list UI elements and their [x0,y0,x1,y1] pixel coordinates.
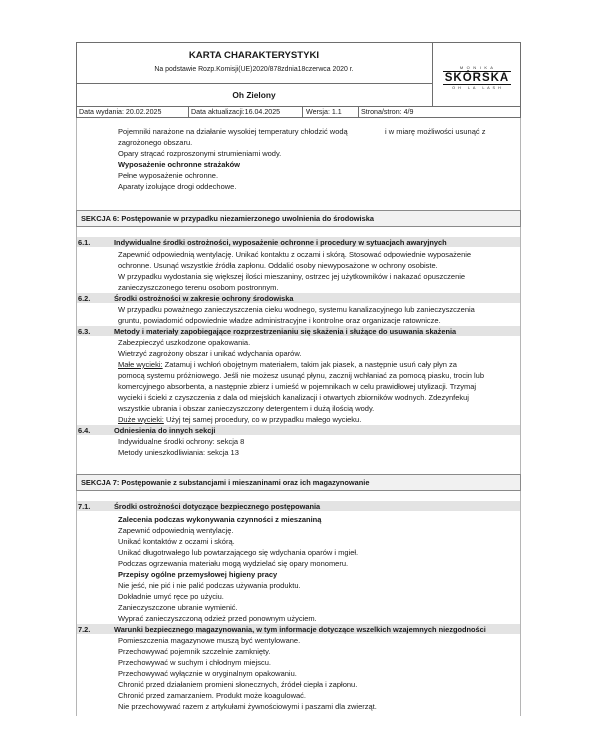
header-divider [76,106,521,107]
text-line: Unikać kontaktów z oczami i skórą. [118,537,235,546]
regulation-note: Na podstawie Rozp.Komisji(UE)2020/878zdnia18czerwca 2020 r. [154,66,354,73]
text-line: Nie jeść, nie pić i nie palić podczas używania produktu. [118,581,301,590]
text-line: Przechowywać pojemnik szczelnie zamknięty. [118,647,271,656]
text-line: pomocą systemu próżniowego. Jeśli nie możesz usunąć płynu, zacznij wchłaniać za pomocą piasku, trocin lub [118,371,485,380]
text-line: wszystkie ubrania i obszar zanieczyszczony detergentem i dużą ilością wody. [118,404,375,413]
section-title: SEKCJA 6: Postępowanie w przypadku niezamierzonego uwolnienia do środowiska [81,214,374,223]
page-border [76,491,77,716]
text-line: Indywidualne środki ochrony: sekcja 8 [118,437,245,446]
subsection-title: Środki ostrożności dotyczące bezpiecznego postępowania [114,502,321,511]
text-line: i w miarę możliwości usunąć z [385,127,486,136]
text-line: Podczas ogrzewania materiału mogą wydzielać się opary monomeru. [118,559,349,568]
logo-top-text: M O N I K A [459,65,495,70]
text-line: Wietrzyć zagrożony obszar i unikać wdychania oparów. [118,349,302,358]
text-line: wycieki i ścieki z czyszczenia z dala od miejskich kanalizacji i otwartych zbiorników wodnych. Zdezynfekuj [118,393,469,402]
subsection-title: Środki ostrożności w zakresie ochrony środowiska [114,294,294,303]
text-line: zagrożonego obszaru. [118,138,193,147]
logo-brand-text: SKÓRSKA [444,72,510,84]
page-border [520,227,521,474]
subsection-number: 7.2. [78,625,91,634]
text-line: Pełne wyposażenie ochronne. [118,171,219,180]
text-line: Metody unieszkodliwiania: sekcja 13 [118,448,239,457]
subsection-number: 6.1. [78,238,91,247]
text-span: Użyj tej samej procedury, co w przypadku małego wycieku. [163,415,362,424]
text-line: Unikać długotrwałego lub powtarzającego się wdychania oparów i mgieł. [118,548,359,557]
issue-date: Data wydania: 20.02.2025 [79,108,162,116]
logo-bottom-text: O H L A L A S H [452,86,502,90]
header-divider [358,106,359,118]
large-spills-label: Duże wycieki: [118,415,164,424]
brand-logo [443,65,511,90]
text-line: W przypadku poważnego zanieczyszczenia cieku wodnego, systemu kanalizacyjnego lub zanieczyszczenia [118,305,475,314]
product-name: Oh Zielony [232,90,276,100]
page-border [520,491,521,716]
text-line: gruntu, powiadomić odpowiednie władze administracyjne i kontrolne oraz organizacje ratownicze. [118,316,441,325]
text-line: Zapewnić odpowiednią wentylację. Unikać kontaktu z oczami i skórą. Stosować odpowiednie wyposażenie [118,250,472,259]
text-line: Dokładnie umyć ręce po użyciu. [118,592,224,601]
page-border [76,227,77,474]
subsection-title: Indywidualne środki ostrożności, wyposażenie ochronne i procedury w sytuacjach awaryjnych [114,238,447,247]
text-line: W przypadku wydostania się większej ilości mieszaniny, ostrzec jej użytkowników i nakazać opuszczenie [118,272,466,281]
subheading: Przepisy ogólne przemysłowej higieny pracy [118,570,278,579]
text-line: Zanieczyszczone ubranie wymienić. [118,603,238,612]
text-line: Aparaty izolujące drogi oddechowe. [118,182,237,191]
text-line: Opary strącać rozproszonymi strumieniami wody. [118,149,282,158]
header-divider [76,83,432,84]
update-date: Data aktualizacji:16.04.2025 [191,108,281,116]
header-divider [302,106,303,118]
page-border [76,118,77,210]
subsection-number: 6.3. [78,327,91,336]
text-line: Przechowywać wyłącznie w oryginalnym opakowaniu. [118,669,297,678]
text-line: zanieczyszczonego terenu osobom postronnym. [118,283,279,292]
version: Wersja: 1.1 [306,108,342,116]
subsection-title: Metody i materiały zapobiegające rozprzestrzenianiu się skażenia i służące do usuwania skażenia [114,327,457,336]
page-number: Strona/stron: 4/9 [361,108,414,116]
subsection-title: Warunki bezpiecznego magazynowania, w tym informacje dotyczące wszelkich wzajemnych niezgodności [114,625,486,634]
text-line: ochronne. Usunąć wszystkie źródła zapłonu. Oddalić osoby niewyposażone w ochrony osobiste. [118,261,438,270]
text-line: Pojemniki narażone na działanie wysokiej temperatury chłodzić wodą [118,127,348,136]
subheading: Zalecenia podczas wykonywania czynności z mieszaniną [118,515,322,524]
text-line: Nie przechowywać razem z artykułami żywnościowymi i paszami dla zwierząt. [118,702,377,711]
subsection-title: Odniesienia do innych sekcji [114,426,216,435]
subheading: Wyposażenie ochronne strażaków [118,160,240,169]
header-divider [188,106,189,118]
document-title: KARTA CHARAKTERYSTYKI [188,50,320,61]
text-line: Zabezpieczyć uszkodzone opakowania. [118,338,251,347]
small-spills-label: Małe wycieki: [118,360,163,369]
text-line: Wyprać zanieczyszczoną odzież przed ponownym użyciem. [118,614,317,623]
text-line: Pomieszczenia magazynowe muszą być wentylowane. [118,636,301,645]
text-span: Zatamuj i wchłoń obojętnym materiałem, takim jak piasek, a następnie usuń cały płyn za [162,360,457,369]
text-line [118,415,361,424]
page-border [520,118,521,210]
section-heading [76,210,521,227]
text-line: komercyjnego absorbenta, a następnie zbierz i umieść w pojemnikach w celu prawidłowej utylizacji. Trzymaj [118,382,477,391]
text-line: Zapewnić odpowiednią wentylację. [118,526,234,535]
text-line: Chronić przed zamarzaniem. Produkt może koagulować. [118,691,307,700]
subsection-number: 7.1. [78,502,91,511]
text-line: Przechowywać w suchym i chłodnym miejscu. [118,658,271,667]
section-heading [76,474,521,491]
section-title: SEKCJA 7: Postępowanie z substancjami i mieszaninami oraz ich magazynowanie [81,478,370,487]
subsection-number: 6.4. [78,426,91,435]
header-divider [432,42,433,106]
subsection-number: 6.2. [78,294,91,303]
text-line [118,360,457,369]
text-line: Chronić przed działaniem promieni słonecznych, źródeł ciepła i zapłonu. [118,680,358,689]
